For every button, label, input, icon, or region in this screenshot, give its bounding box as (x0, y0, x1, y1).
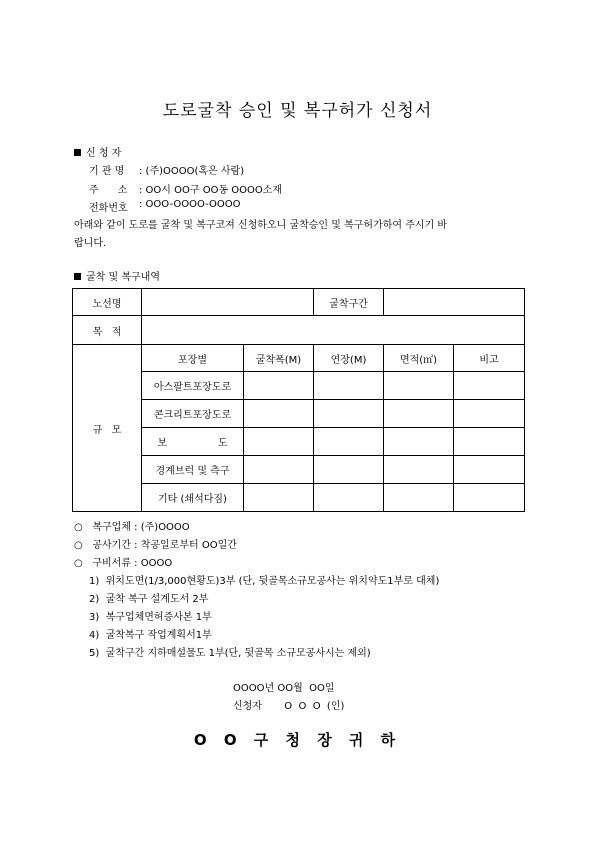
applicant-signature: 신청자 O O O (인) (233, 701, 345, 712)
column-header: 굴착폭(M) (244, 345, 314, 372)
address-value: : OO시 OO구 OO동 OOOO소재 (139, 185, 283, 196)
phone-value: : OOO-OOOO-OOOO (139, 199, 241, 210)
addressee: O O 구 청 장 귀 하 (193, 731, 402, 749)
route-value-cell (142, 289, 314, 316)
column-header: 연장(M) (314, 345, 384, 372)
request-text-line2: 랍니다. (74, 238, 107, 249)
org-label: 기 관 명 (89, 166, 125, 177)
document-item: 2) 굴착 복구 설계도서 2부 (89, 594, 209, 605)
circle-bullet-icon: ○ (74, 558, 83, 569)
pavement-type: 콘크리트포장도로 (142, 400, 244, 428)
applicant-heading: 신 청 자 (74, 144, 121, 159)
route-row (73, 289, 525, 316)
square-bullet-icon (74, 149, 81, 156)
address-label: 주 소 (89, 185, 128, 196)
pavement-type: 경계브럭 및 측구 (142, 456, 244, 484)
column-header: 비고 (454, 345, 525, 372)
application-date: OOOO년 OO월 OO일 (233, 683, 335, 694)
section-label: 굴착구간 (314, 289, 384, 316)
column-header: 포장별 (142, 345, 244, 372)
document-item: 4) 굴착복구 작업계획서1부 (89, 630, 212, 641)
scale-header-row (73, 345, 525, 372)
purpose-value-cell (142, 316, 525, 345)
documents-line: ○ 구비서류 : OOOO (74, 558, 173, 569)
route-label: 노선명 (73, 289, 142, 316)
purpose-row (73, 316, 525, 345)
section-value-cell (384, 289, 525, 316)
contractor-line: ○ 복구업체 : (주)OOOO (74, 522, 190, 533)
excavation-details-table (72, 288, 525, 512)
document-title: 도로굴착 승인 및 복구허가 신청서 (162, 101, 433, 121)
circle-bullet-icon: ○ (74, 522, 83, 533)
document-item: 3) 복구업체면허증사본 1부 (89, 612, 212, 623)
document-item: 1) 위치도면(1/3,000현황도)3부 (단, 뒷골목소규모공사는 위치약도1부로 대체) (89, 576, 440, 587)
purpose-label: 목 적 (73, 316, 142, 345)
phone-label: 전화번호 (89, 203, 128, 214)
scale-label: 규 모 (73, 345, 142, 512)
org-value: : (주)OOOO(혹은 사람) (139, 166, 245, 177)
pavement-type: 기타 (쇄석다짐) (142, 484, 244, 512)
request-text-line1: 아래와 같이 도로를 굴착 및 복구코져 신청하오니 굴착승인 및 복구허가하여 주시기 바 (74, 220, 448, 231)
square-bullet-icon (74, 273, 81, 280)
details-heading: 굴착 및 복구내역 (74, 268, 160, 283)
pavement-type: 아스팔트포장도로 (142, 372, 244, 400)
document-item: 5) 굴착구간 지하매설물도 1부(단, 뒷골목 소규모공사시는 제외) (89, 648, 371, 659)
pavement-type: 보 도 (142, 428, 244, 456)
period-line: ○ 공사기간 : 착공일로부터 OO일간 (74, 540, 237, 551)
circle-bullet-icon: ○ (74, 540, 83, 551)
column-header: 면적(㎡) (384, 345, 454, 372)
